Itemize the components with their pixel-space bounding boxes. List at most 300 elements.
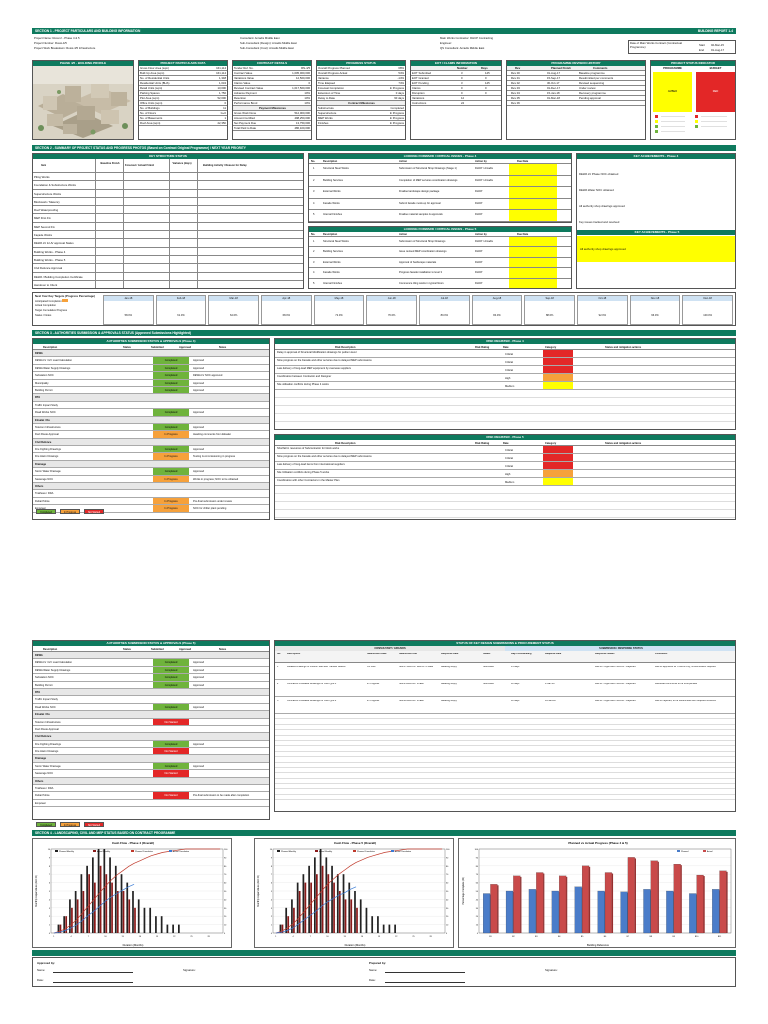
chart-xtick: 22: [173, 936, 176, 938]
risk-rating: Critical: [505, 448, 513, 452]
revision-rev: Rev 03: [511, 86, 520, 90]
chart-ytick: 2: [270, 916, 272, 919]
chart-xtick: B6: [603, 936, 607, 938]
chart-xtick: B4: [557, 936, 561, 938]
bigtable-row: [275, 663, 736, 680]
bar-actual-monthly: [339, 891, 341, 933]
hdr-variance: Variance (days): [172, 162, 192, 165]
key-achievements-panel: [576, 153, 736, 289]
chart-ytick: 3: [48, 907, 50, 910]
bigtable-row: [275, 697, 736, 714]
timeline-month: [156, 295, 207, 325]
eot-days: 145: [485, 81, 490, 85]
key-status-item: Handover to Client: [34, 282, 58, 287]
auth-desc: Fire Alarm Drawings: [35, 750, 59, 754]
chart-y2tick: 90: [224, 857, 227, 860]
bar-actual-monthly: [111, 883, 113, 933]
bigtable-cell-c: Awaiting Reply: [441, 700, 457, 702]
approved-date-line[interactable]: [53, 982, 133, 983]
eot-days: 145: [485, 71, 490, 75]
chart-ytick: 9: [48, 857, 50, 860]
auth-desc: Trakhees / DDA: [35, 492, 54, 496]
auth-desc: Duct Route Approval: [35, 727, 59, 731]
approved-sig-label: Signature:: [183, 968, 196, 972]
risk-row-empty: [275, 502, 736, 510]
bigtable-cell-b: Sub-17-Rev.01 / Rev.00 / Phase: [399, 666, 434, 668]
chart-xtick: 28: [429, 936, 432, 938]
progress-row-value: 74%: [398, 81, 404, 85]
milestone-row-value: In Progress: [389, 121, 404, 125]
chart-ytick: 5: [270, 891, 272, 893]
auth-row: [33, 402, 270, 409]
progress-row-key: Time Elapsed: [318, 81, 335, 85]
prepared-name-label: Name:: [369, 968, 378, 972]
risk-desc: Late delivery of long-lead MEP equipment by overseas suppliers: [277, 367, 351, 370]
auth-row: [33, 476, 270, 483]
bigtable-header-cell: No.: [277, 653, 281, 655]
auth-desc: Storm Water Drainage: [35, 470, 61, 474]
auth-row: [33, 365, 270, 372]
chart-ylabel: Monthly Expenditure (AED M): [257, 875, 260, 907]
auth-status: Completed: [153, 659, 189, 665]
contract-date-value: 01-Aug-17: [711, 47, 725, 52]
critical-due: [509, 279, 557, 288]
chart-y2tick: 10: [224, 924, 227, 927]
chart-xtick: B11: [717, 936, 722, 938]
risk-rating: Medium: [505, 480, 515, 484]
timeline-month-value: 76.0%: [387, 314, 396, 317]
bar-planned-monthly: [109, 857, 111, 933]
particulars-row-value: G+6: [220, 111, 226, 115]
critical-due: [509, 187, 557, 198]
chart-y2tick: 70: [224, 874, 227, 877]
auth-status: Not Started: [153, 719, 189, 725]
auth-status: Not Started: [153, 770, 189, 776]
bar-planned: [552, 891, 559, 933]
bar-planned-monthly: [178, 925, 180, 933]
critical-header-cell: Action: [399, 160, 408, 163]
timeline-month-label: Oct-18: [578, 296, 627, 301]
timeline-month-label: Aug-18: [473, 296, 522, 301]
critical-action: Finalise material samples & approvals: [399, 213, 443, 216]
particulars-title: PROJECT PARTICULARS DATA: [139, 61, 227, 66]
contract-row-value: 10%: [304, 91, 310, 95]
risk-category: [543, 454, 573, 461]
bar-actual: [605, 873, 612, 933]
achievements-title-2: KEY ACHIEVEMENTS - Phase 5: [577, 230, 736, 235]
legend-label: Planned Cumulative: [357, 851, 375, 853]
chart-y2tick: 20: [224, 916, 227, 919]
critical-no: 4: [313, 271, 315, 275]
contract-date-key: End: [699, 47, 704, 52]
critical-action: Commence tiling works in typical floors: [399, 281, 444, 285]
chart-y2tick: 30: [224, 907, 227, 910]
payment-row-key: Gross Work Done: [234, 111, 257, 115]
auth-status: Completed: [153, 704, 189, 710]
auth-desc: Duct Route Approval: [35, 433, 59, 437]
bigtable-cell-n: 1: [277, 666, 279, 668]
bar-planned-monthly: [98, 849, 100, 933]
bar-actual-monthly: [94, 883, 96, 933]
eot-number: 0: [461, 86, 463, 90]
project-mid-line-1: Sub-Consultant (Design): Arcadis Middle East: [240, 41, 297, 45]
auth-desc: Civil Defence: [35, 440, 52, 444]
risk-row: [275, 374, 736, 382]
bar-actual-monthly: [299, 891, 301, 933]
legend-red: Not Started: [84, 822, 104, 827]
bar-planned-monthly: [383, 925, 385, 933]
chart-ytick: 6: [270, 882, 272, 885]
risk-row: [275, 454, 736, 462]
particulars-row-key: No. of Basements: [140, 116, 163, 120]
contract-row-value: RN-4/5: [301, 66, 310, 70]
bar-planned: [598, 891, 605, 933]
chart-y2tick: 20: [446, 916, 449, 919]
project-right-line-2: QS Consultant: Arcadis Middle East: [440, 46, 485, 50]
auth-row: [33, 770, 270, 777]
progress-row-value: 68%: [398, 66, 404, 70]
auth-notes: Approved: [193, 411, 205, 415]
particulars-row-value: 161,114: [216, 71, 226, 75]
bigtable-cell-cm: Rev.00 rejected; to be resubmitted with required revisions: [655, 700, 716, 702]
timeline-row-3: Status / Notes: [35, 314, 52, 317]
legend-grn: Completed: [36, 822, 56, 827]
auth-desc: Drainage: [35, 757, 47, 761]
chart-ytick: 2: [48, 916, 50, 919]
bar-3d-side: [681, 865, 682, 933]
timeline-month-value: 84.0%: [493, 314, 501, 317]
auth-row: [33, 667, 270, 674]
auth-header-cell: Submitted: [151, 345, 164, 349]
auth-row: [33, 704, 270, 711]
revision-date: 30-Oct-17: [547, 81, 560, 85]
building-photo-panel: [32, 60, 134, 140]
critical-desc: Internal Finishes: [323, 213, 343, 216]
critical-row: [309, 164, 572, 176]
key-structure-status-table: [32, 153, 304, 289]
auth-status: Completed: [153, 667, 189, 673]
auth2-title: AUTHORITIES SUBMISSION STATUS & APPROVALS (Phase 5): [33, 641, 269, 646]
chart-xtick: 10: [104, 936, 107, 938]
chart-xtick: 16: [138, 936, 141, 938]
critical-action: Approval of hardscape materials: [399, 260, 437, 264]
timeline-month: [208, 295, 259, 325]
chart-cashflow-phase4: [32, 838, 232, 948]
auth-notes: Pre-final submission under review: [193, 499, 232, 503]
particulars-row-key: No. of Floors: [140, 111, 157, 115]
eot-header-cell: Number: [457, 66, 468, 70]
auth-notes: Approved: [193, 388, 205, 392]
risk-rating: Critical: [505, 360, 513, 364]
auth-row: [33, 763, 270, 770]
bigtable-cell-f: 12 days: [511, 700, 520, 702]
timeline-month-label: May-18: [315, 296, 364, 301]
bar-actual-monthly: [117, 891, 119, 933]
auth-desc: Sewerage NOC: [35, 772, 54, 776]
particulars-row-value: 22,350: [217, 121, 226, 125]
budget-status-red: RED: [696, 72, 735, 112]
bar-actual: [720, 871, 727, 933]
legend-swatch: [277, 850, 280, 852]
key-status-title: KEY STRUCTURE STATUS: [33, 154, 303, 159]
risk-row: [275, 350, 736, 358]
risk-row: [275, 462, 736, 470]
timeline-month-value: 68.0%: [282, 314, 290, 317]
project-info-mid: [240, 36, 390, 56]
auth-notes: Testing & commissioning in progress: [193, 455, 236, 459]
eot-header-cell: Days: [481, 66, 488, 70]
auth-row: [33, 446, 270, 453]
particulars-row-key: Plot Area (sqm): [140, 96, 160, 100]
bar-actual-monthly: [345, 899, 347, 933]
prepared-date-label: Date:: [369, 978, 376, 982]
auth-desc: Building Permit: [35, 388, 53, 392]
section-2-bar: [32, 145, 736, 151]
chart-xtick: 4: [292, 936, 294, 938]
bar-planned-monthly: [394, 925, 396, 933]
bar-planned-monthly: [75, 891, 77, 933]
critical-no: 3: [313, 190, 315, 193]
chart-xtick: 10: [326, 936, 329, 938]
chart-xtick: 28: [207, 936, 210, 938]
bar-planned-monthly: [92, 857, 94, 933]
chart-ytick: 0: [48, 933, 50, 935]
authorities-phase4-table: [32, 338, 270, 520]
legend-label: Planned Monthly: [59, 851, 74, 853]
contract-row: [233, 101, 311, 106]
bigtable-cell-h: Rev.01 - Approved / Rev.00 - Rejected: [595, 683, 636, 685]
bar-actual-monthly: [100, 866, 102, 933]
chart-title: Cash Flow - Phase 5 (Overall): [333, 841, 377, 845]
revision-row: [507, 101, 645, 106]
revision-header-cell: Comments: [593, 66, 608, 70]
design-submissions-table: [274, 640, 736, 812]
revision-date: 01-Mar-18: [547, 96, 560, 100]
legend-label: Planned Monthly: [281, 851, 296, 853]
critical-action: Finalise landscape design package: [399, 190, 440, 193]
bar-planned: [643, 889, 650, 933]
critical-due: [509, 164, 557, 175]
chart-y2tick: 90: [446, 857, 449, 860]
chart-ytick: 7: [48, 874, 50, 877]
legend-label: Planned Cumulative: [135, 851, 153, 853]
critical-header-cell: No.: [311, 160, 316, 163]
contract-dates-label: Date of Main Works Contract (Contractual Programme): [630, 41, 682, 49]
auth-status: Completed: [153, 682, 189, 688]
particulars-row-value: 13,000: [217, 86, 226, 90]
auth2-legend: [36, 822, 116, 828]
particulars-row-value: 161,114: [216, 66, 226, 70]
contract-date-row: [699, 48, 735, 53]
approved-name-line[interactable]: [53, 972, 133, 973]
bar-planned-monthly: [81, 874, 83, 933]
bar-actual-monthly: [356, 908, 358, 933]
chart-ytick: 1: [48, 924, 50, 927]
bigtable-cell-d: Contractor's Detailed Drawings for Villa Type 1: [287, 683, 337, 685]
revision-date: 01-Aug-17: [547, 71, 561, 75]
revision-date: 01-Dec-17: [547, 86, 561, 90]
bigtable-cell-g: 1-Jan-18: [545, 683, 555, 685]
progress-row-key: Overall Progress Planned: [318, 66, 350, 70]
critical-action: Issue revised MEP coordination drawings: [399, 250, 447, 254]
critical-action: Completion of MEP services coordination drawings: [399, 178, 458, 182]
next-year-targets-panel: [32, 292, 736, 326]
auth-status: Completed: [153, 763, 189, 769]
chart-y2tick: 10: [446, 924, 449, 927]
budget-col: BUDGET: [709, 66, 722, 70]
auth-row: [33, 357, 270, 364]
risk-category: [543, 374, 573, 381]
contract-milestones-title: Contract Milestones: [317, 101, 405, 106]
auth-row: [33, 719, 270, 726]
bigtable-header-cell: Submission Ref: [399, 653, 418, 655]
auth-desc: Sewerage NOC: [35, 477, 54, 481]
chart-xtick: 16: [360, 936, 363, 938]
bigtable-cell-g: 10-Jan-18: [545, 700, 556, 702]
auth-desc: Road Works NOC: [35, 411, 56, 415]
eot-number: 3: [461, 81, 463, 85]
timeline-month-value: 96.0%: [651, 314, 659, 317]
eot-row: [411, 101, 501, 106]
risk-category: [543, 366, 573, 373]
timeline-month: [419, 295, 470, 325]
auth-notes: Approved: [193, 366, 205, 370]
bar-planned-monthly: [314, 857, 316, 933]
revision-comment: Recovery programme: [579, 91, 606, 95]
bar-actual-monthly: [310, 883, 312, 933]
bar-actual: [674, 864, 681, 933]
auth-notes: Awaiting comments from Etisalat: [193, 433, 231, 437]
auth-desc: Etisalat / Du: [35, 713, 50, 717]
revision-rev: Rev 02: [511, 81, 520, 85]
risk-row-empty: [275, 486, 736, 494]
critical-due: [509, 176, 557, 187]
critical-no: 5: [313, 281, 315, 285]
critical-desc: Facade Works: [323, 201, 340, 205]
critical-due: [509, 210, 557, 221]
critical-desc: Structural Steel Works: [323, 240, 349, 243]
bigtable-cell-cm: Rev.01 approved for 4 floors only; re-submission required: [655, 666, 716, 668]
prepared-by-label: Prepared by:: [369, 961, 387, 965]
risk-row: [275, 366, 736, 374]
chart-y2tick: 100: [446, 849, 450, 851]
chart3-svg: [459, 839, 736, 948]
bar-planned-monthly: [172, 925, 174, 933]
approved-date-label: Date:: [37, 978, 44, 982]
particulars-row-value: 1,034: [219, 81, 226, 85]
revision-date: 15-Jan-18: [547, 91, 560, 95]
legend-swatch: [131, 850, 134, 852]
chart-y2tick: 50: [446, 891, 449, 893]
auth-header-cell: Submitted: [151, 647, 164, 651]
chart-xtick: B5: [580, 936, 584, 938]
particulars-row-key: Residential Units (BUA): [140, 81, 170, 85]
auth-desc: Fire Fighting Drawings: [35, 448, 61, 452]
footer-bar: [32, 950, 736, 956]
auth-row: [33, 483, 270, 490]
chart-ytick: 4: [48, 899, 50, 902]
progress-title: PROGRESS STATUS: [317, 61, 405, 66]
bigtable-row: [275, 680, 736, 697]
timeline-month-label: Jan-18: [104, 296, 153, 301]
auth-notes: Approved: [193, 764, 205, 768]
bar-planned: [712, 889, 719, 933]
auth-status: In Progress: [153, 453, 189, 459]
risk-row-empty: [275, 494, 736, 502]
milestone-row-value: Completed: [390, 106, 404, 110]
timeline-month: [103, 295, 154, 325]
milestone-row-key: Finishes: [318, 121, 329, 125]
bar-planned-monthly: [354, 891, 356, 933]
milestone-row-key: Superstructure: [318, 111, 337, 115]
progress-row-value: 54%: [398, 71, 404, 75]
legend-swatch: [169, 850, 172, 852]
auth-row: [33, 498, 270, 505]
bigtable-cell-f: 15 days: [511, 666, 520, 668]
auth-row: [33, 711, 270, 718]
status-title: PROJECT STATUS INDICATOR: [651, 61, 735, 66]
bar-3d-side: [704, 876, 705, 933]
chart-ytick: 7: [270, 874, 272, 877]
auth-status: Not Started: [153, 792, 189, 798]
timeline-month-value: 72.0%: [335, 314, 343, 317]
auth-row: [33, 490, 270, 497]
critical-action: Submission of Structural Shop Drawings (Stage 1): [399, 167, 457, 170]
risk-desc: Slow progress on the Facade and other services due to delayed MEP submissions: [277, 455, 372, 458]
revision-rev: Rev 04: [511, 91, 520, 95]
timeline-legend-1: Anticipated Completion: [35, 299, 68, 303]
timeline-month-label: Jun-18: [367, 296, 416, 301]
timeline-month-label: Sep-18: [525, 296, 574, 301]
auth-status: Completed: [153, 357, 189, 363]
critical-no: 4: [313, 201, 315, 205]
bar-actual-monthly: [77, 899, 79, 933]
achievement-item: All authority shop drawings approved: [579, 204, 625, 208]
chart-xtick: 25: [412, 936, 415, 938]
chart-y2tick: 100: [224, 849, 228, 851]
timeline-row-1: Actual Completion: [35, 304, 57, 307]
chart-y2tick: 0: [224, 933, 226, 935]
prepared-date-line[interactable]: [385, 982, 465, 983]
critical-by: DHCP: [475, 201, 483, 205]
timeline-month-label: Nov-18: [631, 296, 680, 301]
particulars-row-key: No. of Residential Units: [140, 76, 170, 80]
timeline-month: [261, 295, 312, 325]
contract-date-value: 02-Mar-15: [711, 43, 724, 47]
auth-row: [33, 453, 270, 460]
prepared-name-line[interactable]: [385, 972, 465, 973]
particulars-row-value: 11: [223, 106, 226, 110]
legend-swatch: [677, 850, 680, 852]
auth-status: Completed: [153, 446, 189, 452]
auth-legend: [36, 509, 116, 515]
project-mid-line-2: Sub-Consultant (Cost): Arcadis Middle East: [240, 46, 294, 50]
revision-header-cell: Planned Finish: [551, 66, 571, 70]
bigtable-cell-h: Rev.00 - Approved / Rev.01 - Rejected: [595, 666, 636, 668]
bar-3d-side: [566, 877, 567, 933]
auth-row: [33, 785, 270, 792]
key-status-item: Civil Defence Approval: [34, 266, 63, 271]
bar-planned-monthly: [308, 866, 310, 933]
chart-ytick: 8: [48, 865, 50, 868]
auth-desc: Others: [35, 485, 44, 489]
bar-planned-monthly: [103, 849, 105, 933]
risk-header-cell: Date: [503, 345, 509, 349]
chart-xtick: 7: [87, 936, 89, 938]
bar-planned: [689, 894, 696, 933]
auth-row: [33, 689, 270, 696]
chart-xtick: B2: [512, 936, 515, 938]
